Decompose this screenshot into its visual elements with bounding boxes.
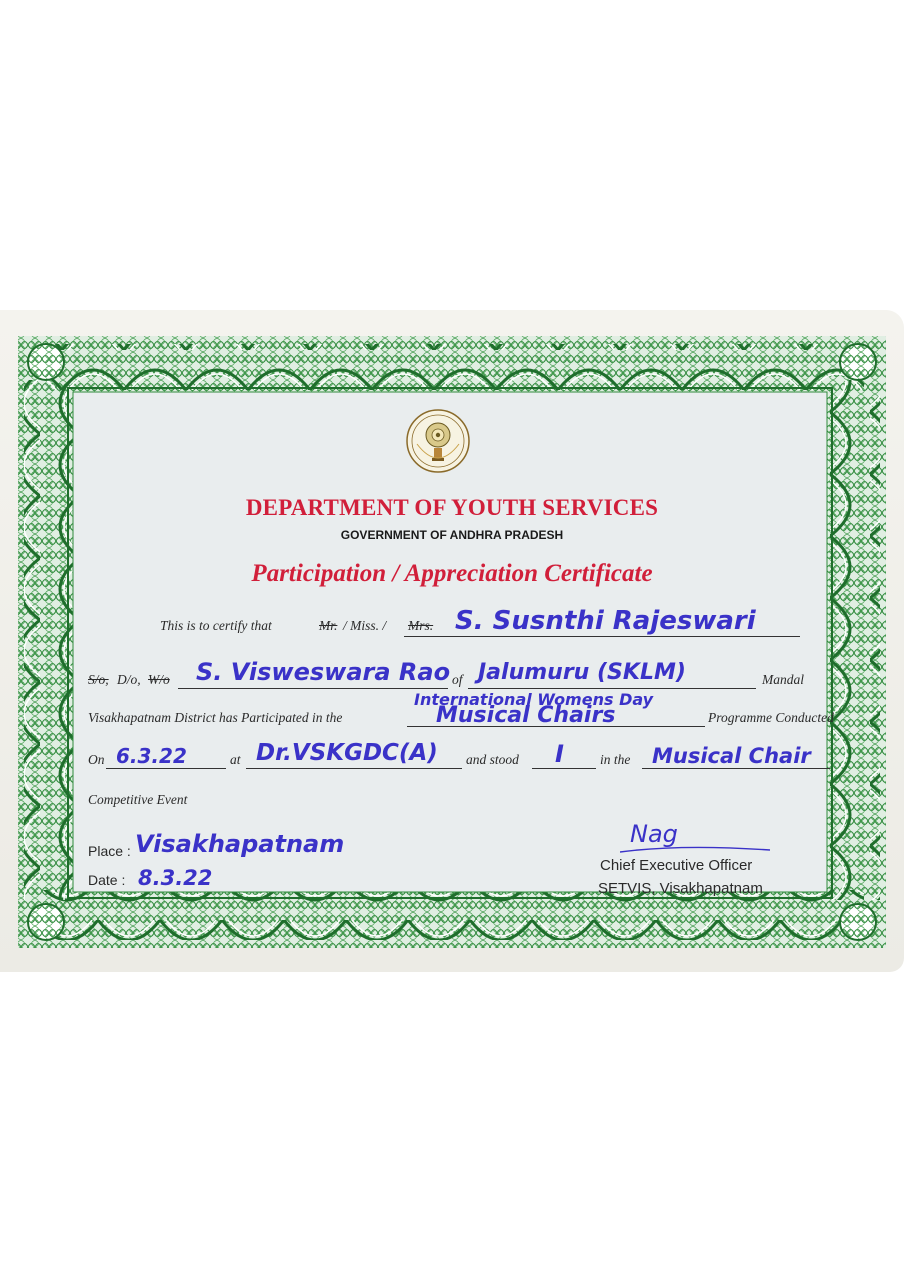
title-mrs: Mrs. <box>408 618 434 633</box>
mandal-blank <box>468 688 756 689</box>
stood-label: and stood <box>466 752 519 767</box>
position-blank <box>532 768 596 769</box>
recipient-name: S. Susnthi Rajeswari <box>455 606 756 636</box>
parent-blank <box>178 688 448 689</box>
certify-prefix: This is to certify that <box>160 618 272 633</box>
programme-line1: International Womens Day <box>414 690 654 709</box>
name-blank <box>404 636 800 637</box>
certificate-title: Participation / Appreciation Certificate <box>251 560 653 587</box>
title-miss: / Miss. / <box>343 618 387 633</box>
title-mr: Mr. <box>319 618 338 633</box>
title-so: S/o, <box>88 672 109 687</box>
date-label: Date : <box>88 872 126 888</box>
place-label: Place : <box>88 843 131 859</box>
officer-signature: Nag <box>630 820 678 848</box>
mandal-value: Jalumuru (SKLM) <box>478 660 686 685</box>
event-date: 6.3.22 <box>116 744 187 768</box>
event-date-blank <box>106 768 226 769</box>
mandal-label: Mandal <box>762 672 804 687</box>
at-label: at <box>230 752 241 767</box>
andhra-pradesh-emblem <box>405 408 471 474</box>
title-wo: W/o <box>148 672 170 687</box>
government-subtitle: GOVERNMENT OF ANDHRA PRADESH <box>340 528 564 542</box>
on-label: On <box>88 752 105 767</box>
parent-name: S. Visweswara Rao <box>196 658 451 686</box>
place-value: Visakhapatnam <box>135 830 345 858</box>
programme-label: Programme Conducted <box>708 710 834 725</box>
venue-value: Dr.VSKGDC(A) <box>256 740 438 766</box>
signature-underline <box>620 838 780 858</box>
venue-blank <box>246 768 462 769</box>
officer-title: Chief Executive Officer <box>600 857 753 874</box>
in-the-label: in the <box>600 752 631 767</box>
officer-org: SETVIS, Visakhapatnam <box>598 880 763 897</box>
event-value: Musical Chair <box>652 744 811 768</box>
programme-line2: Musical Chairs <box>436 703 616 728</box>
issue-date: 8.3.22 <box>138 866 213 890</box>
position-value: I <box>555 740 564 768</box>
district-text: Visakhapatnam District has Participated in the <box>88 710 343 725</box>
of-label: of <box>452 672 463 687</box>
competitive-event: Competitive Event <box>88 792 188 807</box>
title-do: D/o, <box>117 672 141 687</box>
department-title: DEPARTMENT OF YOUTH SERVICES <box>245 495 659 520</box>
event-blank <box>642 768 830 769</box>
